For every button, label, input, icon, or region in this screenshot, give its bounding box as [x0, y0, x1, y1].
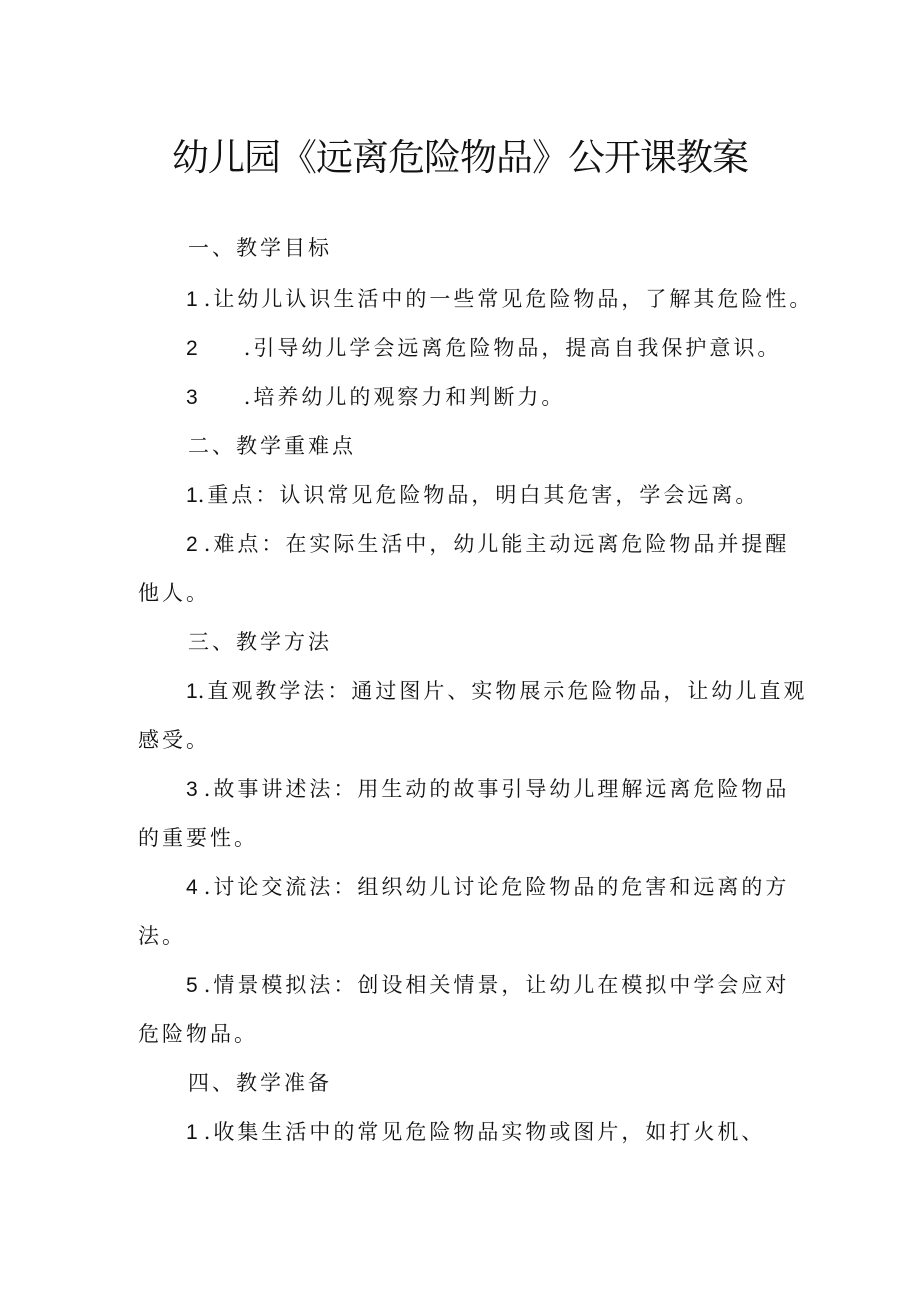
- method-item-1-continuation: 感受。: [138, 728, 210, 752]
- section-heading-objectives: 一、教学目标: [188, 236, 332, 260]
- item-number: 4: [186, 876, 198, 899]
- item-text: .引导幼儿学会远离危险物品，提高自我保护意识。: [243, 336, 782, 360]
- method-item-4-continuation: 法。: [138, 924, 186, 948]
- section-heading-key-points: 二、教学重难点: [188, 434, 356, 458]
- item-text: .收集生活中的常见危险物品实物或图片，如打火机、: [203, 1120, 766, 1144]
- item-text: .培养幼儿的观察力和判断力。: [243, 385, 566, 409]
- item-text: .直观教学法：通过图片、实物展示危险物品，让幼儿直观: [197, 679, 808, 703]
- preparation-item-1: [186, 1116, 765, 1149]
- objective-item-2: [186, 332, 781, 365]
- item-number: 3: [186, 386, 198, 409]
- key-point-item-2-continuation: 他人。: [138, 581, 210, 605]
- method-item-1: [186, 675, 807, 708]
- item-number: 2: [186, 533, 198, 556]
- key-point-item-2: [186, 528, 789, 561]
- section-heading-preparation: 四、教学准备: [188, 1071, 332, 1095]
- item-number: 1: [186, 484, 198, 507]
- objective-item-3: [186, 381, 565, 414]
- item-number: 1: [186, 1121, 198, 1144]
- item-text: .情景模拟法：创设相关情景，让幼儿在模拟中学会应对: [203, 973, 790, 997]
- item-number: 1: [186, 288, 198, 311]
- method-item-4: [186, 871, 789, 904]
- method-item-3-continuation: 的重要性。: [138, 826, 258, 850]
- key-point-item-1: [186, 479, 759, 512]
- method-item-5: [186, 969, 789, 1002]
- item-number: 5: [186, 974, 198, 997]
- item-text: .故事讲述法：用生动的故事引导幼儿理解远离危险物品: [203, 777, 790, 801]
- item-text: .讨论交流法：组织幼儿讨论危险物品的危害和远离的方: [203, 875, 790, 899]
- item-text: .重点：认识常见危险物品，明白其危害，学会远离。: [197, 483, 760, 507]
- section-heading-methods: 三、教学方法: [188, 630, 332, 654]
- item-text: .难点：在实际生活中，幼儿能主动远离危险物品并提醒: [203, 532, 790, 556]
- objective-item-1: [186, 283, 813, 316]
- item-number: 2: [186, 337, 198, 360]
- item-number: 3: [186, 778, 198, 801]
- item-text: .让幼儿认识生活中的一些常见危险物品，了解其危险性。: [203, 287, 814, 311]
- document-title: 幼儿园《远离危险物品》公开课教案: [172, 136, 748, 179]
- item-number: 1: [186, 680, 198, 703]
- method-item-3: [186, 773, 789, 806]
- method-item-5-continuation: 危险物品。: [138, 1022, 258, 1046]
